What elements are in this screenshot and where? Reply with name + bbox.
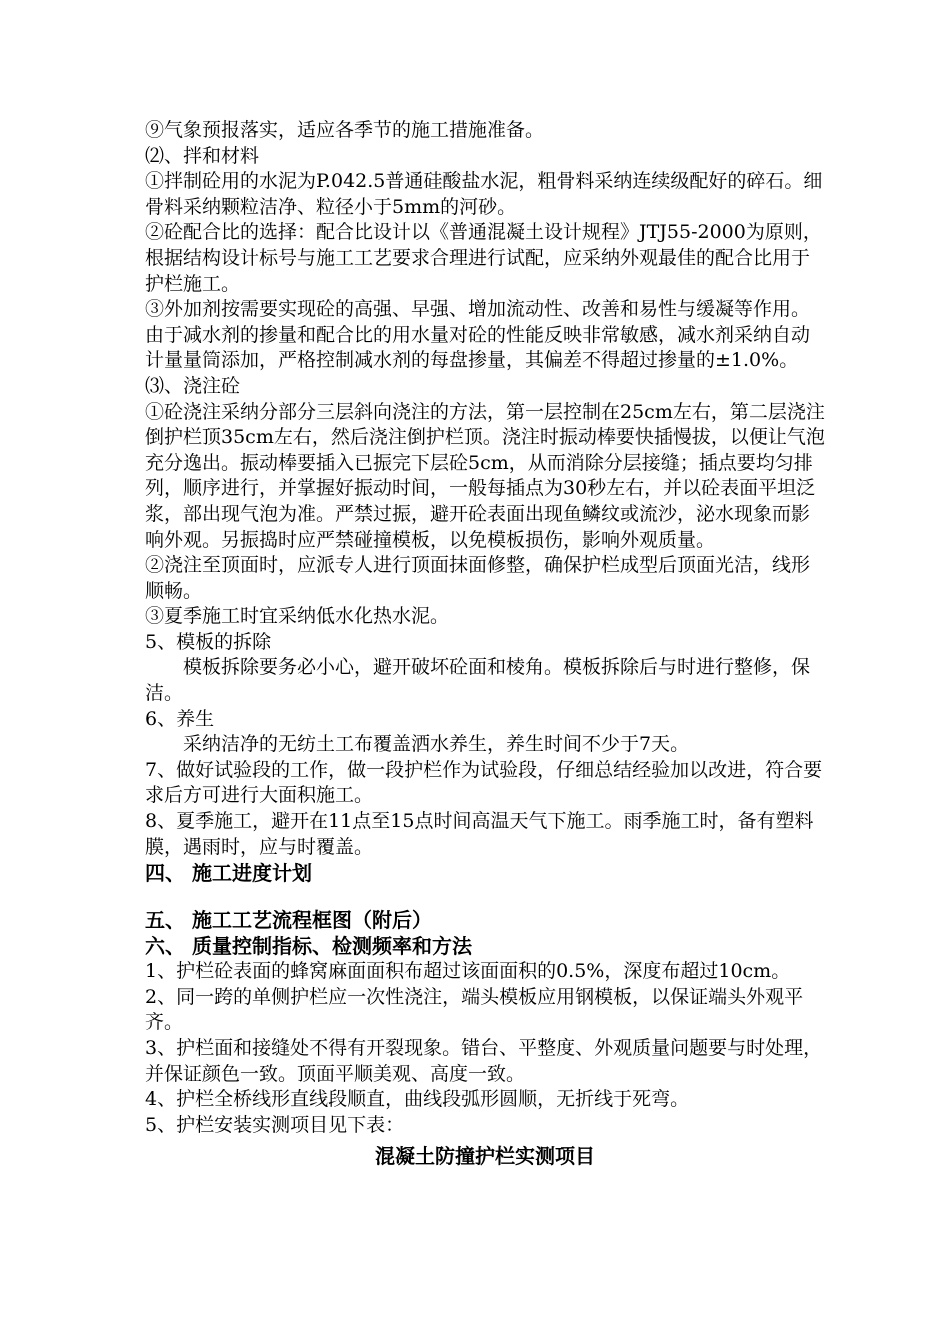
- section-heading-5: 五、 施工工艺流程框图（附后）: [145, 908, 432, 933]
- section-heading-6: 六、 质量控制指标、检测频率和方法: [145, 934, 472, 959]
- section-heading-4: 四、 施工进度计划: [145, 861, 312, 886]
- subsection-heading: 5、模板的拆除: [145, 630, 272, 653]
- paragraph: 2、同一跨的单侧护栏应一次性浇注，端头模板应用钢模板，以保证端头外观平齐。: [145, 985, 804, 1034]
- paragraph: ①砼浇注采纳分部分三层斜向浇注的方法，第一层控制在25cm左右，第二层浇注倒护栏顶35cm左右，然后浇注倒护栏顶。浇注时振动棒要快插慢拔，以便让气泡充分逸出。振动棒要插入已振完下层砼5cm，从而消除分层接缝；插点要均匀排列，顺序进行，并掌握好振动时间，一般每插点为30秒左右，并以砼表面平坦泛浆，部出现气泡为准。严禁过振，避开砼表面出现鱼鳞纹或流沙，泌水现象而影响外观。另振捣时应严禁碰撞模板，以免模板损伤，影响外观质量。: [145, 400, 825, 551]
- paragraph: ①拌制砼用的水泥为P.042.5普通硅酸盐水泥，粗骨料采纳连续级配好的碎石。细骨料采纳颗粒洁净、粒径小于5mm的河砂。: [145, 170, 823, 218]
- paragraph: 7、做好试验段的工作，做一段护栏作为试验段，仔细总结经验加以改进，符合要求后方可进行大面积施工。: [145, 758, 823, 807]
- subsection-heading: 6、养生: [145, 707, 215, 730]
- paragraph: ⑨气象预报落实，适应各季节的施工措施准备。: [145, 119, 545, 141]
- subsection-heading: ⑵、拌和材料: [145, 144, 260, 167]
- paragraph: 5、护栏安装实测项目见下表：: [145, 1113, 405, 1136]
- document-body: [145, 118, 825, 1170]
- spacer: [145, 886, 825, 907]
- paragraph: ③外加剂按需要实现砼的高强、早强、增加流动性、改善和易性与缓凝等作用。由于减水剂的掺量和配合比的用水量对砼的性能反映非常敏感，减水剂采纳自动计量量筒添加，严格控制减水剂的每盘掺量，其偏差不得超过掺量的±1.0%。: [145, 298, 811, 372]
- paragraph: 1、护栏砼表面的蜂窝麻面面积布超过该面面积的0.5%，深度布超过10cm。: [145, 960, 791, 983]
- paragraph: 8、夏季施工，避开在11点至15点时间高温天气下施工。雨季施工时，备有塑料膜，遇雨时，应与时覆盖。: [145, 810, 814, 858]
- paragraph: 采纳洁净的无纺土工布覆盖洒水养生，养生时间不少于7天。: [183, 733, 690, 756]
- paragraph: ②砼配合比的选择：配合比设计以《普通混凝土设计规程》JTJ55-2000为原则，根据结构设计标号与施工工艺要求合理进行试配，应采纳外观最佳的配合比用于护栏施工。: [145, 221, 822, 295]
- paragraph: ③夏季施工时宜采纳低水化热水泥。: [145, 605, 450, 628]
- paragraph: 3、护栏面和接缝处不得有开裂现象。错台、平整度、外观质量问题要与时处理，并保证颜色一致。顶面平顺美观、高度一致。: [145, 1037, 823, 1085]
- table-title: 混凝土防撞护栏实测项目: [375, 1144, 595, 1169]
- paragraph: 4、护栏全桥线形直线段顺直，曲线段弧形圆顺，无折线于死弯。: [145, 1088, 690, 1111]
- subsection-heading: ⑶、浇注砼: [145, 374, 241, 397]
- paragraph: ②浇注至顶面时，应派专人进行顶面抹面修整，确保护栏成型后顶面光洁，线形顺畅。: [145, 554, 811, 602]
- paragraph: 模板拆除要务必小心，避开破坏砼面和棱角。模板拆除后与时进行整修，保洁。: [145, 656, 811, 705]
